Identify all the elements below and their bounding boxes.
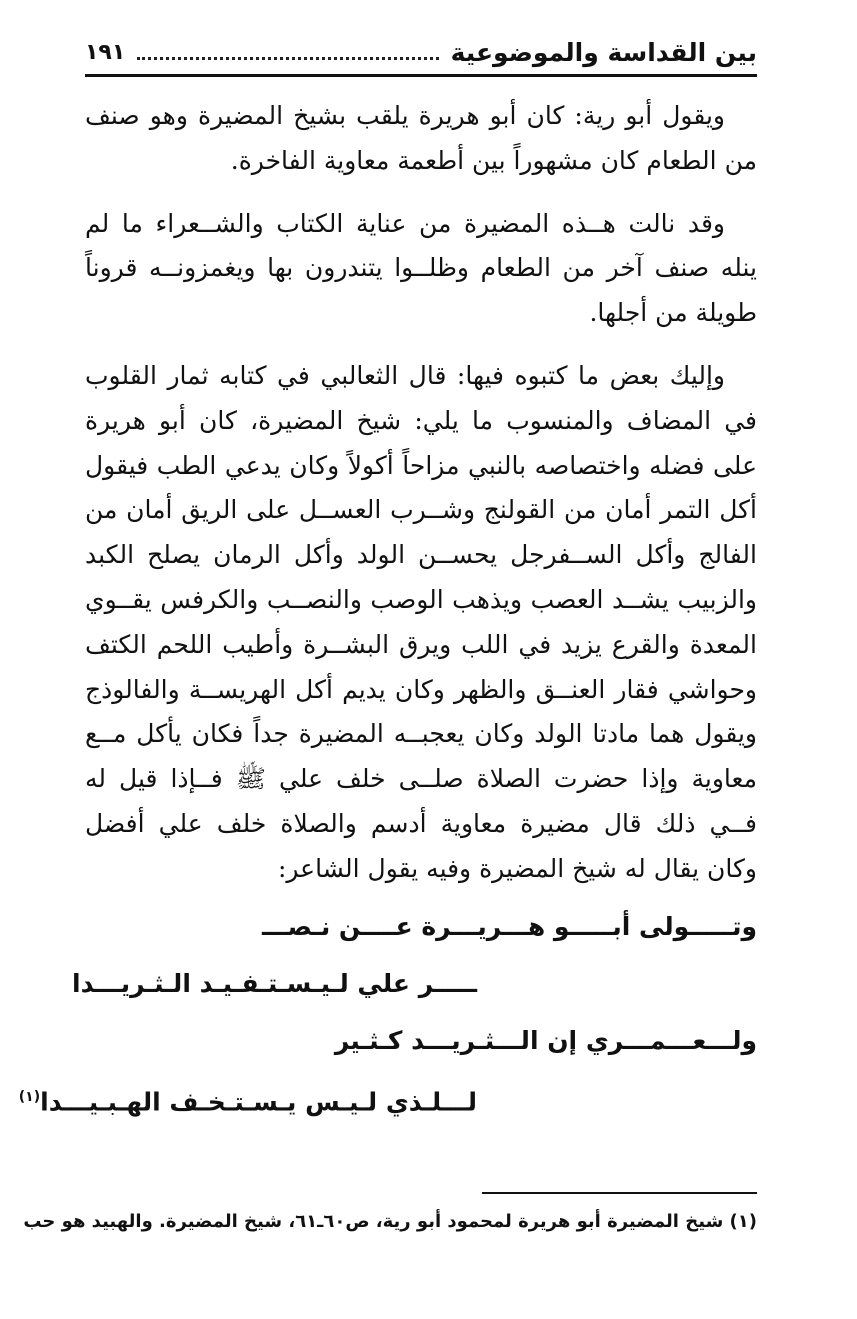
running-header (85, 30, 757, 77)
page-number: ١٩١ (85, 39, 126, 65)
poem (18, 898, 757, 1130)
poem-verse-line: ولـــعـــمـــري إن الـــثـريـــد كـثـير (334, 1025, 757, 1055)
running-header-title: بين القداسة والموضوعية (450, 37, 757, 67)
header-dot-leader (137, 57, 438, 60)
body-text (18, 94, 757, 1130)
poem-verse-line (18, 1069, 757, 1130)
paragraph: وقد نالت هــذه المضيرة من عناية الكتاب والشــعراء ما لم ينله صنف آخر من الطعام وظلــوا يتندرون بها ويغمزونــه قروناً طويلة من أجلها. (85, 208, 757, 328)
paragraph: وإليك بعض ما كتبوه فيها: قال الثعالبي في كتابه ثمار القلوب في المضاف والمنسوب ما يلي: شيخ المضيرة، كان أبو هريرة على فضله واختصاصه بالنبي مزاحاً أكولاً وكان يدعي الطب فيقول أكل التمر أمان من القولنج وشــرب العســل على الريق أمان من الفالج وأكل الســفرجل يحســن الولد وأكل الرمان يصلح الكبد والزبيب يشــد العصب ويذهب الوصب والنصــب والكرفس يقــوي المعدة والقرع يزيد في اللب ويرق البشــرة وأطيب اللحم الكتف وحواشي فقار العنــق والظهر وكان يديم أكل الهريســة والفالوذج ويقول هما مادتا الولد وكان يعجبــه المضيرة جداً فكان يأكل مــع معاوية وإذا حضرت الصلاة صلــى خلف علي ﷺ فــإذا قيل له فــي ذلك قال مضيرة معاوية أدسم والصلاة خلف علي أفضل وكان يقال له شيخ المضيرة وفيه يقول الشاعر: (85, 360, 757, 883)
footnote-reference[interactable]: (١) (18, 1088, 41, 1105)
poem-verse-text: لـــلـذي لـيـس يـسـتـخـف الهـبـيـــدا (40, 1086, 477, 1116)
paragraph: ويقول أبو رية: كان أبو هريرة يلقب بشيخ المضيرة وهو صنف من الطعام كان مشهوراً بين أطعمة معاوية الفاخرة. (85, 101, 757, 175)
poem-verse-line: وتـــــولى أبـــــو هـــريـــرة عــــن نـصـــ (262, 911, 757, 941)
poem-verse-line: ـــــر علي لـيـسـتـفـيـد الـثـريـــدا (72, 968, 477, 998)
footnote: (١) شيخ المضيرة أبو هريرة لمحمود أبو رية، ص٦٠ـ٦١، شيخ المضيرة. والهبيد هو حب (23, 1211, 757, 1232)
footnote-separator (482, 1192, 757, 1194)
